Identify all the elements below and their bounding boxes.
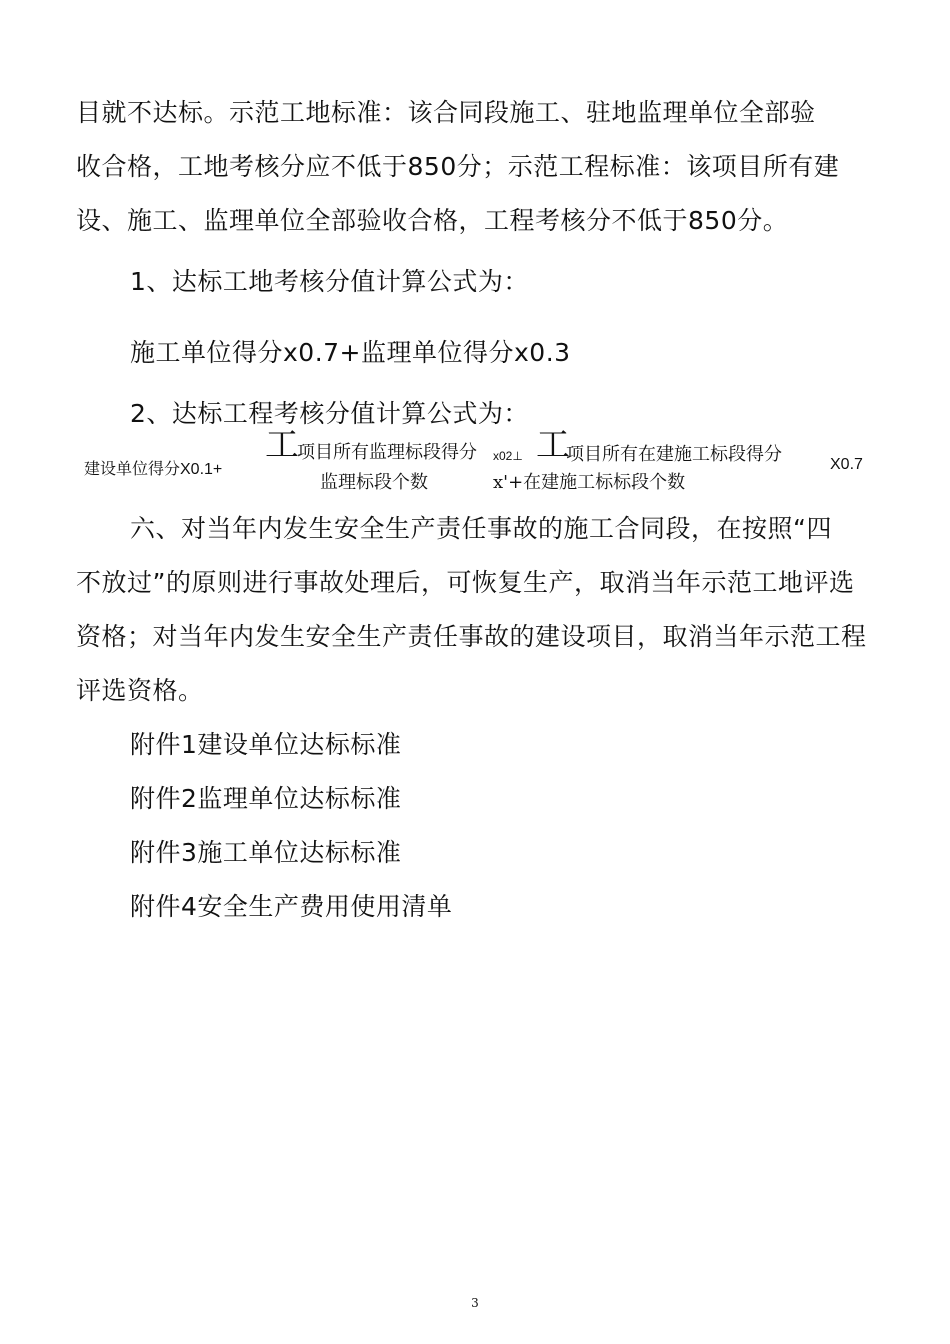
page-number: 3 (471, 1296, 479, 1310)
attachment-item: 附件2监理单位达标标准 (130, 784, 402, 813)
formula2-numerator2: 项目所有在建施工标段得分 (566, 444, 782, 465)
formula2-numerator1: 项目所有监理标段得分 (297, 442, 477, 463)
attachment-item: 附件4安全生产费用使用清单 (130, 892, 453, 921)
paragraph-line: 六、对当年内发生安全生产责任事故的施工合同段，在按照“四 (130, 514, 832, 543)
item1-formula: 施工单位得分x0.7+监理单位得分x0.3 (130, 338, 571, 367)
paragraph-line: 设、施工、监理单位全部验收合格，工程考核分不低于850分。 (76, 206, 789, 235)
attachment-item: 附件1建设单位达标标准 (130, 730, 402, 759)
formula2-denominator2: x'+在建施工标标段个数 (493, 472, 686, 493)
formula2-prefix: 建设单位得分X0.1+ (84, 461, 223, 478)
formula2-suffix: X0.7 (830, 456, 863, 473)
attachment-item: 附件3施工单位达标标准 (130, 838, 402, 867)
sum-symbol: 工 (265, 425, 299, 465)
formula2-denominator1: 监理标段个数 (320, 472, 428, 493)
paragraph-line: 不放过”的原则进行事故处理后，可恢复生产，取消当年示范工地评选 (76, 568, 855, 597)
paragraph-line: 目就不达标。示范工地标准：该合同段施工、驻地监理单位全部验 (76, 98, 816, 127)
paragraph-line: 评选资格。 (76, 676, 204, 705)
item2-title: 2、达标工程考核分值计算公式为： (130, 399, 529, 428)
formula2-mid: x02⊥ (493, 449, 523, 463)
paragraph-line: 资格；对当年内发生安全生产责任事故的建设项目，取消当年示范工程 (76, 622, 867, 651)
paragraph-line: 收合格，工地考核分应不低于850分；示范工程标准：该项目所有建 (76, 152, 840, 181)
item1-title: 1、达标工地考核分值计算公式为： (130, 267, 529, 296)
sum-symbol-2: 工 (536, 425, 570, 465)
